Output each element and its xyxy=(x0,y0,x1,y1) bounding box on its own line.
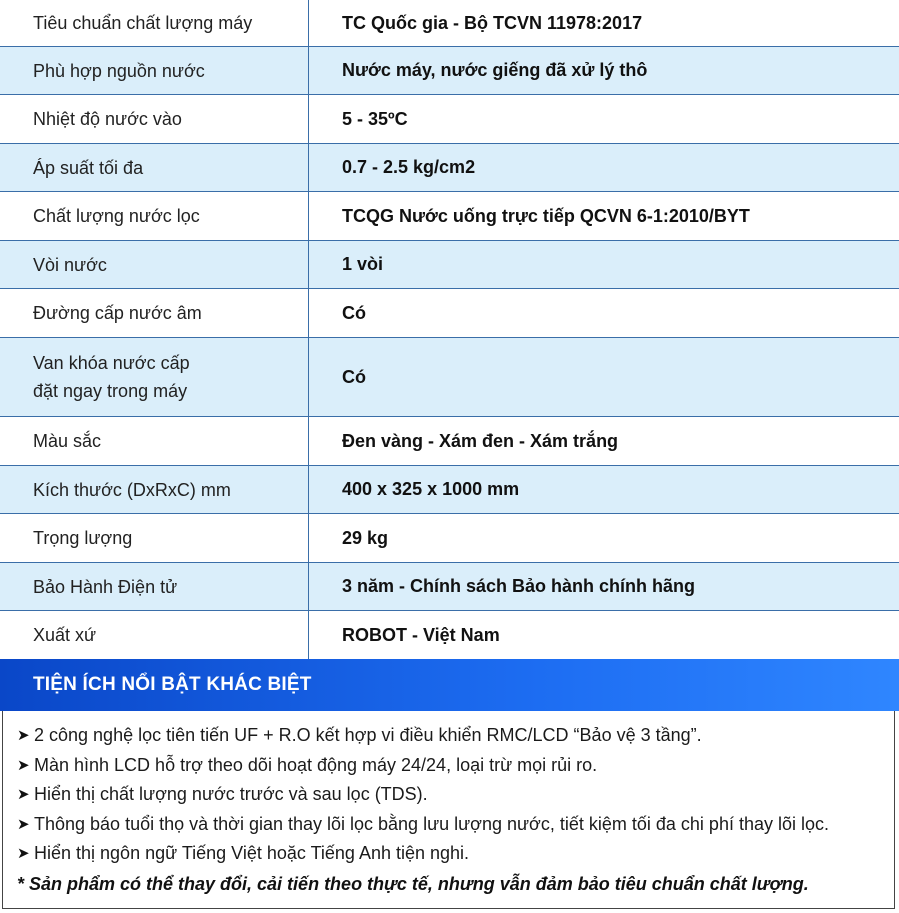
arrow-bullet-icon: ➤ xyxy=(17,756,30,774)
spec-row-inlet-valve xyxy=(0,338,899,417)
spec-value: Có xyxy=(342,302,366,323)
feature-item xyxy=(17,780,894,810)
spec-value: TC Quốc gia - Bộ TCVN 11978:2017 xyxy=(342,12,643,33)
arrow-bullet-icon: ➤ xyxy=(17,786,30,803)
spec-row-quality-standard xyxy=(0,0,899,47)
spec-row-colors xyxy=(0,417,899,466)
spec-value: ROBOT - Việt Nam xyxy=(342,624,500,645)
feature-text: Hiển thị chất lượng nước trước và sau lọc (TDS). xyxy=(34,784,428,804)
feature-item xyxy=(17,721,894,751)
spec-value: 5 - 35ºC xyxy=(342,108,408,129)
spec-value: 3 năm - Chính sách Bảo hành chính hãng xyxy=(342,576,696,596)
feature-text: Hiển thị ngôn ngữ Tiếng Việt hoặc Tiếng Anh tiện nghi. xyxy=(34,843,470,863)
spec-label-line: đặt ngay trong máy xyxy=(33,381,188,401)
feature-item xyxy=(17,751,894,781)
feature-text: 2 công nghệ lọc tiên tiến UF + R.O kết hợp vi điều khiển RMC/LCD “Bảo vệ 3 tầng”. xyxy=(34,725,702,745)
spec-label: Nhiệt độ nước vào xyxy=(0,95,309,143)
spec-label: Áp suất tối đa xyxy=(0,144,309,191)
spec-value: 400 x 325 x 1000 mm xyxy=(342,479,520,499)
features-box xyxy=(2,711,895,909)
spec-row-warranty xyxy=(0,563,899,611)
spec-row-dimensions xyxy=(0,466,899,514)
arrow-bullet-icon: ➤ xyxy=(17,727,30,744)
spec-value: Có xyxy=(342,366,366,387)
spec-label: Phù hợp nguồn nước xyxy=(0,47,309,94)
spec-row-origin xyxy=(0,611,899,659)
spec-value: Đen vàng - Xám đen - Xám trắng xyxy=(342,430,619,451)
spec-label: Bảo Hành Điện tử xyxy=(0,563,309,610)
spec-row-faucet xyxy=(0,241,899,289)
spec-label xyxy=(0,338,309,416)
feature-item xyxy=(17,810,894,840)
spec-value: TCQG Nước uống trực tiếp QCVN 6-1:2010/BYT xyxy=(342,205,750,226)
spec-row-max-pressure xyxy=(0,144,899,192)
spec-row-input-temperature xyxy=(0,95,899,144)
spec-row-weight xyxy=(0,514,899,563)
spec-label: Tiêu chuẩn chất lượng máy xyxy=(0,0,309,46)
spec-label: Kích thước (DxRxC) mm xyxy=(0,466,309,513)
spec-label: Chất lượng nước lọc xyxy=(0,192,309,240)
spec-row-concealed-inlet xyxy=(0,289,899,338)
spec-value: 1 vòi xyxy=(342,254,384,274)
spec-value: Nước máy, nước giếng đã xử lý thô xyxy=(342,60,648,80)
spec-label: Màu sắc xyxy=(0,417,309,465)
spec-label: Trọng lượng xyxy=(0,514,309,562)
arrow-bullet-icon: ➤ xyxy=(17,845,30,862)
spec-value: 29 kg xyxy=(342,527,389,548)
feature-text: Thông báo tuổi thọ và thời gian thay lõi lọc bằng lưu lượng nước, tiết kiệm tối đa chi phí thay lõi lọc. xyxy=(34,813,829,834)
features-banner-title: TIỆN ÍCH NỔI BẬT KHÁC BIỆT xyxy=(33,674,312,695)
features-banner xyxy=(0,659,899,711)
spec-row-filtered-water-quality xyxy=(0,192,899,241)
feature-text: Màn hình LCD hỗ trợ theo dõi hoạt động máy 24/24, loại trừ mọi rủi ro. xyxy=(34,754,598,775)
spec-label: Xuất xứ xyxy=(0,611,309,659)
spec-value: 0.7 - 2.5 kg/cm2 xyxy=(342,157,476,177)
disclaimer-note: * Sản phẩm có thể thay đổi, cải tiến theo thực tế, nhưng vẫn đảm bảo tiêu chuẩn chất lượng. xyxy=(17,873,809,894)
feature-item xyxy=(17,839,894,869)
spec-row-water-source xyxy=(0,47,899,95)
spec-label-line: Van khóa nước cấp xyxy=(33,353,190,373)
spec-label: Đường cấp nước âm xyxy=(0,289,309,337)
arrow-bullet-icon: ➤ xyxy=(17,815,30,833)
spec-label: Vòi nước xyxy=(0,241,309,288)
